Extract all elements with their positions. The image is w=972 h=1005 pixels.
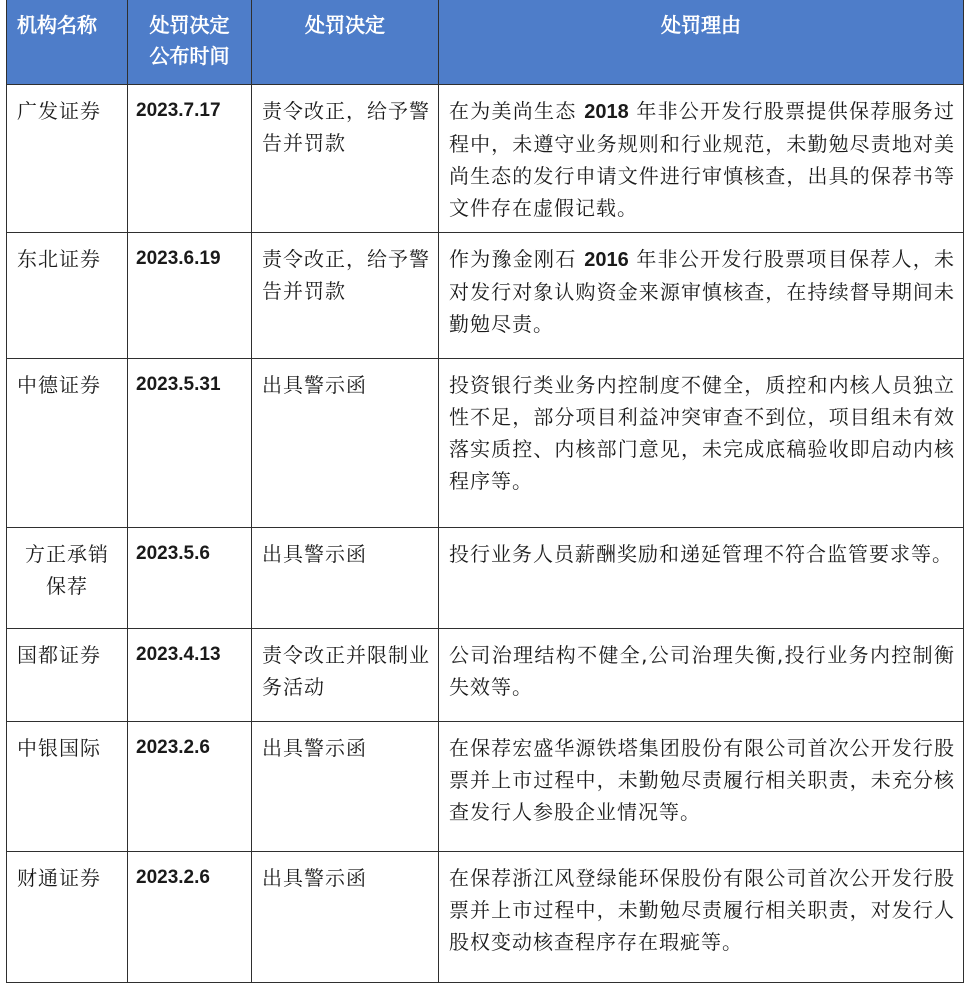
- table-row: [7, 722, 964, 852]
- org-cell: 广发证券: [7, 85, 128, 233]
- reason-cell: 投资银行类业务内控制度不健全，质控和内核人员独立性不足，部分项目利益冲突审查不到位，项目组未有效落实质控、内核部门意见，未完成底稿验收即启动内核程序等。: [439, 359, 964, 528]
- reason-text: 在为美尚生态: [449, 99, 585, 123]
- decision-cell: 出具警示函: [252, 722, 439, 852]
- header-date-line1: 处罚决定: [149, 13, 230, 37]
- table-row: [7, 85, 964, 233]
- date-cell: 2023.7.17: [128, 85, 252, 233]
- date-cell: 2023.5.6: [128, 528, 252, 629]
- table-row: [7, 852, 964, 983]
- table-row: [7, 233, 964, 359]
- decision-cell: 出具警示函: [252, 359, 439, 528]
- org-cell: 东北证券: [7, 233, 128, 359]
- org-cell: 中德证券: [7, 359, 128, 528]
- table-row: [7, 359, 964, 528]
- org-cell: 中银国际: [7, 722, 128, 852]
- table-row: [7, 528, 964, 629]
- reason-cell: 在保荐宏盛华源铁塔集团股份有限公司首次公开发行股票并上市过程中，未勤勉尽责履行相关职责，未充分核查发行人参股企业情况等。: [439, 722, 964, 852]
- org-cell: 国都证券: [7, 629, 128, 722]
- org-cell: 财通证券: [7, 852, 128, 983]
- reason-cell: [439, 85, 964, 233]
- reason-cell: 投行业务人员薪酬奖励和递延管理不符合监管要求等。: [439, 528, 964, 629]
- table-row: [7, 629, 964, 722]
- header-date: [128, 0, 252, 85]
- date-cell: 2023.2.6: [128, 852, 252, 983]
- table-header-row: [7, 0, 964, 85]
- header-reason: 处罚理由: [439, 0, 964, 85]
- header-date-line2: 公布时间: [149, 44, 230, 68]
- header-org: 机构名称: [7, 0, 128, 85]
- date-cell: 2023.6.19: [128, 233, 252, 359]
- reason-cell: 公司治理结构不健全,公司治理失衡,投行业务内控制衡失效等。: [439, 629, 964, 722]
- header-decision: 处罚决定: [252, 0, 439, 85]
- penalty-table: [6, 0, 964, 983]
- decision-cell: 出具警示函: [252, 528, 439, 629]
- decision-cell: 出具警示函: [252, 852, 439, 983]
- reason-text: 年非公开发行股票项目保荐人，未对发行对象认购资金来源审慎核查，在持续督导期间未勤勉尽责。: [449, 247, 956, 336]
- reason-cell: [439, 233, 964, 359]
- org-cell: 方正承销保荐: [7, 528, 128, 629]
- date-cell: 2023.4.13: [128, 629, 252, 722]
- reason-text: 年非公开发行股票提供保荐服务过程中，未遵守业务规则和行业规范，未勤勉尽责地对美尚生态的发行申请文件进行审慎核查，出具的保荐书等文件存在虚假记载。: [449, 99, 956, 220]
- decision-cell: 责令改正并限制业务活动: [252, 629, 439, 722]
- date-cell: 2023.5.31: [128, 359, 252, 528]
- reason-year: 2018: [584, 101, 629, 123]
- reason-year: 2016: [584, 249, 629, 271]
- decision-cell: 责令改正，给予警告并罚款: [252, 233, 439, 359]
- reason-cell: 在保荐浙江风登绿能环保股份有限公司首次公开发行股票并上市过程中，未勤勉尽责履行相关职责，对发行人股权变动核查程序存在瑕疵等。: [439, 852, 964, 983]
- reason-text: 作为豫金刚石: [449, 247, 585, 271]
- date-cell: 2023.2.6: [128, 722, 252, 852]
- decision-cell: 责令改正，给予警告并罚款: [252, 85, 439, 233]
